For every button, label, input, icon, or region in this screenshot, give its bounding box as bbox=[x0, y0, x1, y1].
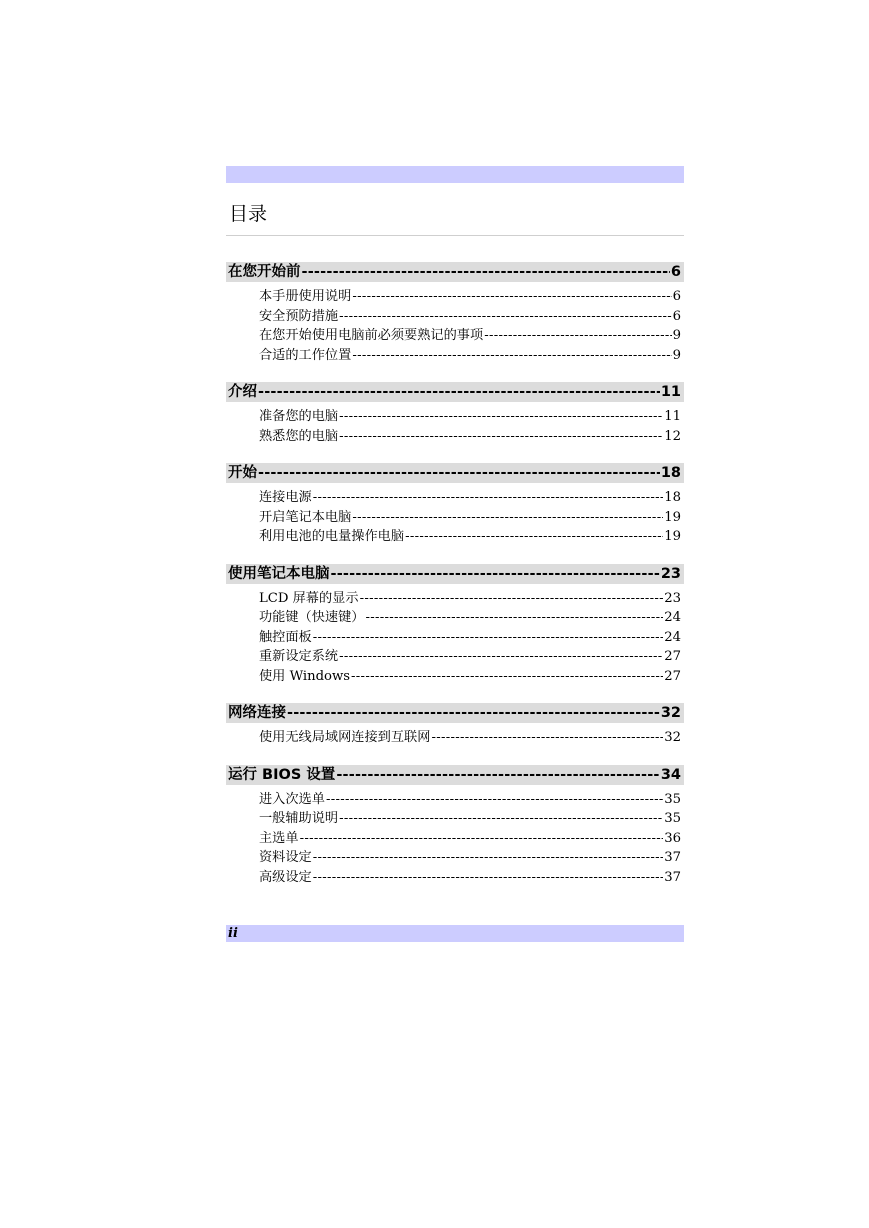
entry-title: LCD 屏幕的显示 bbox=[259, 590, 359, 606]
section-title: 运行 BIOS 设置 bbox=[228, 766, 336, 783]
table-of-contents bbox=[226, 262, 684, 887]
toc-section-heading[interactable] bbox=[226, 463, 684, 483]
entry-page-number: 19 bbox=[664, 509, 681, 525]
entry-page-number: 6 bbox=[672, 308, 681, 324]
dot-leader bbox=[352, 287, 671, 307]
dot-leader bbox=[405, 527, 663, 547]
section-title: 开始 bbox=[228, 465, 257, 481]
toc-section bbox=[226, 564, 684, 687]
entry-title: 本手册使用说明 bbox=[259, 289, 352, 304]
dot-leader bbox=[302, 262, 670, 282]
entry-page-number: 32 bbox=[664, 730, 681, 745]
entry-title: 资料设定 bbox=[259, 850, 312, 865]
entry-page-number: 37 bbox=[664, 850, 681, 865]
dot-leader bbox=[287, 703, 660, 723]
toc-section-heading[interactable] bbox=[226, 382, 684, 402]
toc-section bbox=[226, 262, 684, 365]
dot-leader bbox=[339, 647, 663, 667]
entry-page-number: 24 bbox=[664, 629, 681, 645]
toc-entry[interactable] bbox=[226, 809, 684, 829]
entry-page-number: 23 bbox=[664, 590, 681, 606]
toc-section bbox=[226, 703, 684, 748]
toc-entry[interactable] bbox=[226, 307, 684, 327]
dot-leader bbox=[258, 463, 660, 483]
toc-entry[interactable] bbox=[226, 589, 684, 609]
toc-entry[interactable] bbox=[226, 287, 684, 307]
header-bar bbox=[226, 166, 684, 183]
toc-entry[interactable] bbox=[226, 728, 684, 748]
entry-page-number: 11 bbox=[664, 409, 681, 424]
dot-leader bbox=[336, 765, 660, 785]
toc-section bbox=[226, 765, 684, 888]
dot-leader bbox=[313, 868, 663, 888]
entry-title: 开启笔记本电脑 bbox=[259, 509, 352, 525]
dot-leader bbox=[360, 589, 664, 609]
entry-title: 准备您的电脑 bbox=[259, 409, 339, 424]
dot-leader bbox=[339, 307, 671, 327]
entry-page-number: 27 bbox=[664, 668, 681, 684]
entry-title: 触控面板 bbox=[259, 629, 312, 645]
toc-entry[interactable] bbox=[226, 667, 684, 687]
entry-page-number: 18 bbox=[664, 490, 681, 505]
dot-leader bbox=[352, 508, 663, 528]
section-title: 使用笔记本电脑 bbox=[228, 565, 330, 582]
entry-title: 连接电源 bbox=[259, 490, 312, 505]
dot-leader bbox=[258, 382, 660, 402]
title-divider bbox=[226, 235, 684, 236]
entry-title: 高级设定 bbox=[259, 869, 312, 885]
toc-entry[interactable] bbox=[226, 829, 684, 849]
entry-page-number: 24 bbox=[664, 610, 681, 625]
toc-entry[interactable] bbox=[226, 848, 684, 868]
entry-page-number: 35 bbox=[664, 811, 681, 826]
entry-title: 主选单 bbox=[259, 830, 299, 846]
toc-entry[interactable] bbox=[226, 407, 684, 427]
entry-title: 使用无线局域网连接到互联网 bbox=[259, 730, 431, 745]
section-page-number: 6 bbox=[670, 264, 681, 280]
section-page-number: 18 bbox=[660, 465, 681, 481]
entry-page-number: 6 bbox=[672, 289, 681, 304]
toc-entry[interactable] bbox=[226, 326, 684, 346]
entry-title: 在您开始使用电脑前必须要熟记的事项 bbox=[259, 328, 484, 343]
toc-entry[interactable] bbox=[226, 790, 684, 810]
entry-title: 进入次选单 bbox=[259, 791, 325, 807]
section-page-number: 32 bbox=[660, 705, 681, 721]
toc-section-heading[interactable] bbox=[226, 262, 684, 282]
footer-bar bbox=[226, 925, 684, 942]
entry-page-number: 9 bbox=[672, 347, 681, 363]
entry-title: 利用电池的电量操作电脑 bbox=[259, 529, 405, 544]
entry-title: 安全预防措施 bbox=[259, 308, 339, 324]
dot-leader bbox=[339, 427, 663, 447]
toc-entry[interactable] bbox=[226, 427, 684, 447]
toc-entry[interactable] bbox=[226, 868, 684, 888]
dot-leader bbox=[431, 728, 663, 748]
dot-leader bbox=[339, 809, 663, 829]
dot-leader bbox=[326, 790, 663, 810]
dot-leader bbox=[300, 829, 664, 849]
entry-page-number: 35 bbox=[664, 791, 681, 807]
toc-section bbox=[226, 382, 684, 446]
section-title: 网络连接 bbox=[228, 705, 286, 721]
footer-page-number: ii bbox=[228, 926, 238, 941]
toc-section-heading[interactable] bbox=[226, 703, 684, 723]
section-page-number: 23 bbox=[660, 565, 681, 582]
toc-entry[interactable] bbox=[226, 527, 684, 547]
dot-leader bbox=[339, 407, 663, 427]
entry-page-number: 36 bbox=[664, 830, 681, 846]
dot-leader bbox=[313, 848, 663, 868]
dot-leader bbox=[351, 667, 663, 687]
entry-page-number: 27 bbox=[664, 649, 681, 664]
entry-title: 合适的工作位置 bbox=[259, 347, 352, 363]
toc-section bbox=[226, 463, 684, 547]
dot-leader bbox=[331, 564, 660, 584]
dot-leader bbox=[366, 608, 664, 628]
toc-section-heading[interactable] bbox=[226, 765, 684, 785]
entry-title: 一般辅助说明 bbox=[259, 811, 339, 826]
entry-title: 熟悉您的电脑 bbox=[259, 428, 339, 444]
dot-leader bbox=[313, 488, 663, 508]
section-page-number: 11 bbox=[660, 384, 681, 400]
section-page-number: 34 bbox=[660, 766, 681, 783]
entry-page-number: 12 bbox=[664, 428, 681, 444]
section-title: 介绍 bbox=[228, 384, 257, 400]
section-title: 在您开始前 bbox=[228, 264, 301, 280]
toc-page bbox=[226, 166, 684, 904]
entry-title: 使用 Windows bbox=[259, 668, 351, 684]
toc-entry[interactable] bbox=[226, 346, 684, 366]
entry-title: 重新设定系统 bbox=[259, 649, 339, 664]
toc-entry[interactable] bbox=[226, 608, 684, 628]
toc-entry[interactable] bbox=[226, 647, 684, 667]
toc-section-heading[interactable] bbox=[226, 564, 684, 584]
entry-page-number: 9 bbox=[672, 328, 681, 343]
dot-leader bbox=[352, 346, 671, 366]
toc-entry[interactable] bbox=[226, 488, 684, 508]
entry-page-number: 19 bbox=[664, 529, 681, 544]
page-title: 目录 bbox=[229, 203, 268, 225]
entry-title: 功能键（快速键） bbox=[259, 610, 365, 625]
dot-leader bbox=[484, 326, 671, 346]
toc-entry[interactable] bbox=[226, 628, 684, 648]
dot-leader bbox=[313, 628, 663, 648]
toc-entry[interactable] bbox=[226, 508, 684, 528]
entry-page-number: 37 bbox=[664, 869, 681, 885]
